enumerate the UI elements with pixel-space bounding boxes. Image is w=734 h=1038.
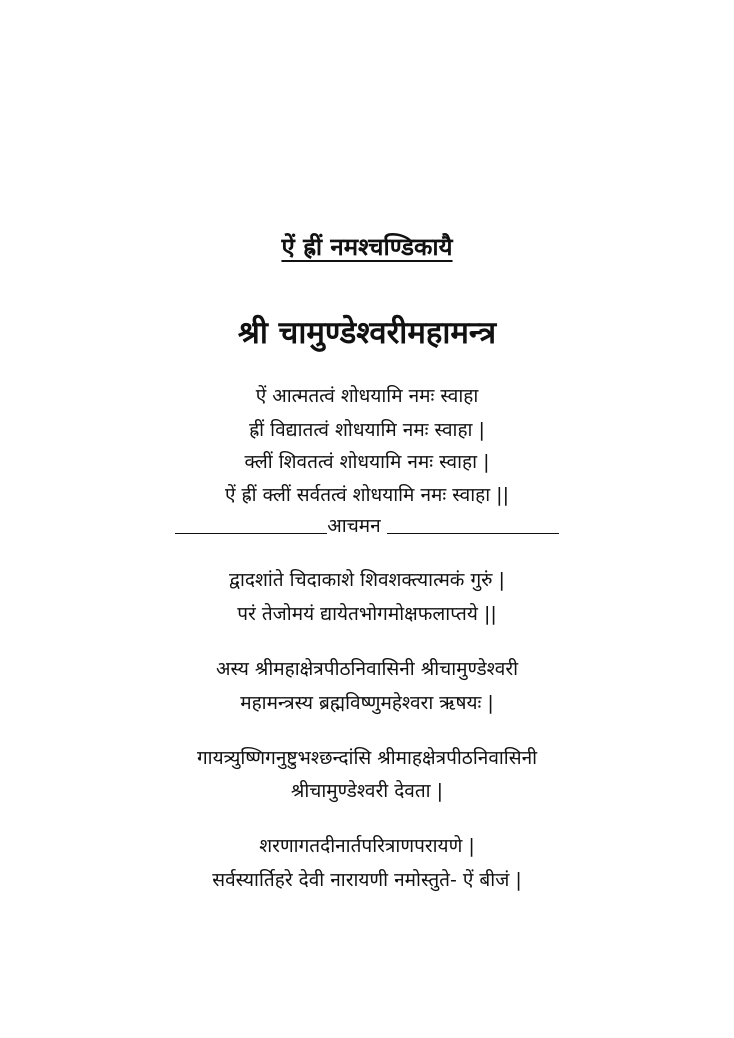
bija-verse-line-1: शरणागतदीनार्तपरित्राणपरायणे | [259,835,475,857]
bija-verse-line-2: सर्वस्यार्तिहरे देवी नारायणी नमोस्तुते- ऐं बीजं | [212,869,522,891]
dhyana-verse-line-1: द्वादशांते चिदाकाशे शिवशक्त्यात्मकं गुरुं | [229,569,505,591]
rishi-verse-line-2: महामन्त्रस्य ब्रह्मविष्णुमहेश्वरा ऋषयः | [240,692,494,714]
top-heading: ऐं ह्रीं नमश्चण्डिकायै [281,233,453,261]
tattva-line-3: क्लीं शिवतत्वं शोधयामि नमः स्वाहा | [244,451,490,473]
main-heading: श्री चामुण्डेश्वरीमहामन्त्र [237,315,497,351]
tattva-line-2: ह्रीं विद्यातत्वं शोधयामि नमः स्वाहा | [249,419,485,441]
dhyana-verse-line-2: परं तेजोमयं द्यायेतभोगमोक्षफलाप्तये || [237,603,497,625]
rishi-verse-line-1: अस्य श्रीमहाक्षेत्रपीठनिवासिनी श्रीचामुण्डेश्वरी [215,658,519,680]
tattva-line-1: ऐं आत्मतत्वं शोधयामि नमः स्वाहा [255,385,479,407]
achamana-divider [0,512,734,540]
divider-rule-left [175,533,327,534]
tattva-line-4: ऐं ह्रीं क्लीं सर्वतत्वं शोधयामि नमः स्वाहा || [225,484,509,506]
divider-rule-right [387,533,559,534]
devata-verse-line-2: श्रीचामुण्डेश्वरी देवता | [290,780,444,802]
devata-verse-line-1: गायत्र्युष्णिगनुष्टुभश्छन्दांसि श्रीमाहक्षेत्रपीठनिवासिनी [196,747,538,769]
achamana-label: आचमन [327,515,381,537]
